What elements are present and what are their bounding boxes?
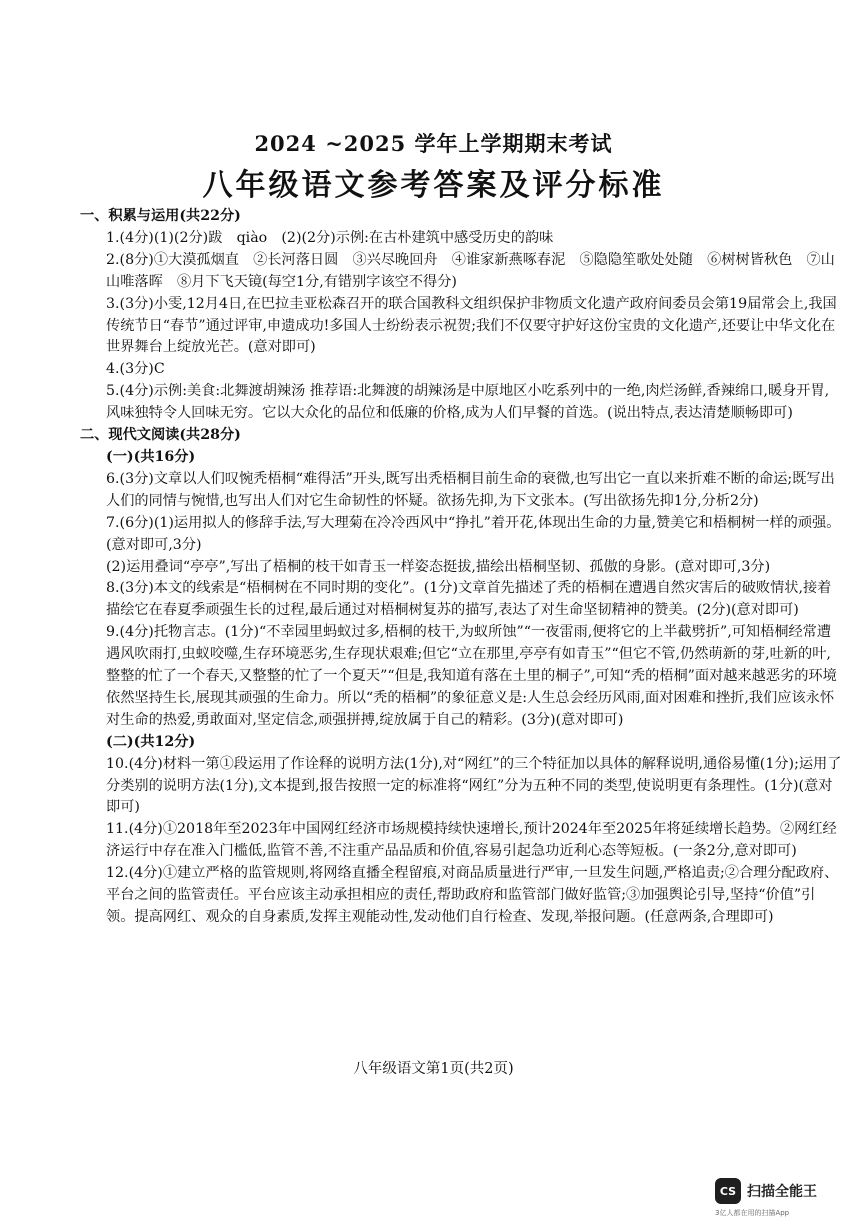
answer-q10: 10.(4分)材料一第①段运用了作诠释的说明方法(1分),对“网红”的三个特征加以具体的解释说明,通俗易懂(1分);运用了分类别的说明方法(1分),文本提到,报告按照一定的标准将“网红”分为五种不同的类型,使说明更有条理性。(1分)(意对即可) (106, 755, 842, 816)
answer-q5: 5.(4分)示例:美食:北舞渡胡辣汤 推荐语:北舞渡的胡辣汤是中原地区小吃系列中的一绝,肉烂汤鲜,香辣绵口,暖身开胃,风味独特令人回味无穷。它以大众化的品位和低廉的价格,成为人们早餐的首选。(说出特点,表达清楚顺畅即可) (106, 383, 830, 422)
answer-q7-part1: 7.(6分)(1)运用拟人的修辞手法,写大理菊在冷冷西风中“挣扎”着开花,体现出生命的力量,赞美它和梧桐树一样的顽强。(意对即可,3分) (106, 514, 841, 553)
answer-q11: 11.(4分)①2018年至2023年中国网红经济市场规模持续快速增长,预计2024年至2025年将延续增长趋势。②网红经济运行中存在准入门槛低,监管不善,不注重产品品质和价值,容易引起急功近利心态等短板。(一条2分,意对即可) (106, 821, 837, 860)
answer-q12: 12.(4分)①建立严格的监管规则,将网络直播全程留痕,对商品质量进行严审,一旦发生问题,严格追责;②合理分配政府、平台之间的监管责任。平台应该主动承担相应的责任,帮助政府和监管部门做好监管;③加强舆论引导,坚持“价值”引领。提高网红、观众的自身素质,发挥主观能动性,发动他们自行检查、发现,举报问题。(任意两条,合理即可) (106, 865, 839, 925)
section-heading-2: 二、现代文阅读(共28分) (80, 427, 241, 444)
answer-q7-part2: (2)运用叠词“亭亭”,写出了梧桐的枝干如青玉一样姿态挺拔,描绘出梧桐坚韧、孤傲的身影。(意对即可,3分) (106, 558, 771, 575)
scanner-watermark (715, 1178, 855, 1218)
answer-q3: 3.(3分)小雯,12月4日,在巴拉圭亚松森召开的联合国教科文组织保护非物质文化遗产政府间委员会第19届常会上,我国传统节日“春节”通过评审,申遗成功!多国人士纷纷表示祝贺;我们不仅要守护好这份宝贵的文化遗产,还要让中华文化在世界舞台上绽放光芒。(意对即可) (106, 295, 837, 356)
section-heading-1: 一、积累与运用(共22分) (80, 208, 241, 224)
watermark-tagline: 3亿人都在用的扫描App (715, 1209, 790, 1217)
answer-q1: 1.(4分)(1)(2分)跋 qiào (2)(2分)示例:在古朴建筑中感受历史的韵味 (106, 229, 554, 246)
exam-title: 2024 ~2025 学年上学期期末考试 (254, 131, 613, 156)
answer-q8: 8.(3分)本文的线索是“梧桐树在不同时期的变化”。(1分)文章首先描述了秃的梧桐在遭遇自然灾害后的破败情状,接着描绘它在春夏季顽强生长的过程,最后通过对梧桐树复苏的描写,表达了对生命坚韧精神的赞美。(2分)(意对即可) (106, 580, 832, 619)
watermark-app-name: 扫描全能王 (747, 1184, 817, 1200)
answer-q2: 2.(8分)①大漠孤烟直 ②长河落日圆 ③兴尽晚回舟 ④谁家新燕啄春泥 ⑤隐隐笙歌处处随 ⑥树树皆秋色 ⑦山山唯落晖 ⑧月下飞天镜(每空1分,有错别字该空不得分) (106, 251, 835, 290)
subsection-heading-1: (一)(共16分) (106, 448, 196, 465)
answer-q4: 4.(3分)C (106, 361, 165, 378)
answer-body (82, 206, 842, 929)
document-title: 八年级语文参考答案及评分标准 (202, 168, 665, 203)
answer-q9: 9.(4分)托物言志。(1分)“不幸园里蚂蚁过多,梧桐的枝干,为蚁所蚀”“一夜雷雨,便将它的上半截劈折”,可知梧桐经常遭遇风吹雨打,虫蚁咬噬,生存环境恶劣,生存现状艰难;但它“立在那里,亭亭有如青玉”“但它不管,仍然萌新的芽,吐新的叶,整整的忙了一个春天,又整整的忙了一个夏天”“但是,我知道有落在土里的桐子”,可知“秃的梧桐”面对越来越恶劣的环境依然坚持生长,展现其顽强的生命力。所以“秃的梧桐”的象征意义是:人生总会经历风雨,面对困难和挫折,我们应该永怀对生命的热爱,勇敢面对,坚定信念,顽强拼搏,绽放属于自己的精彩。(3分)(意对即可) (106, 624, 837, 728)
subsection-heading-2: (二)(共12分) (106, 733, 196, 750)
answer-q6: 6.(3分)文章以人们叹惋秃梧桐“难得活”开头,既写出秃梧桐目前生命的衰微,也写出它一直以来折难不断的命运;既写出人们的同情与惋惜,也写出人们对它生命韧性的怀疑。欲扬先抑,为下文张本。(写出欲扬先抑1分,分析2分) (106, 470, 835, 509)
camscanner-logo-icon: CS (715, 1178, 741, 1204)
page-footer: 八年级语文第1页(共2页) (353, 1061, 514, 1077)
